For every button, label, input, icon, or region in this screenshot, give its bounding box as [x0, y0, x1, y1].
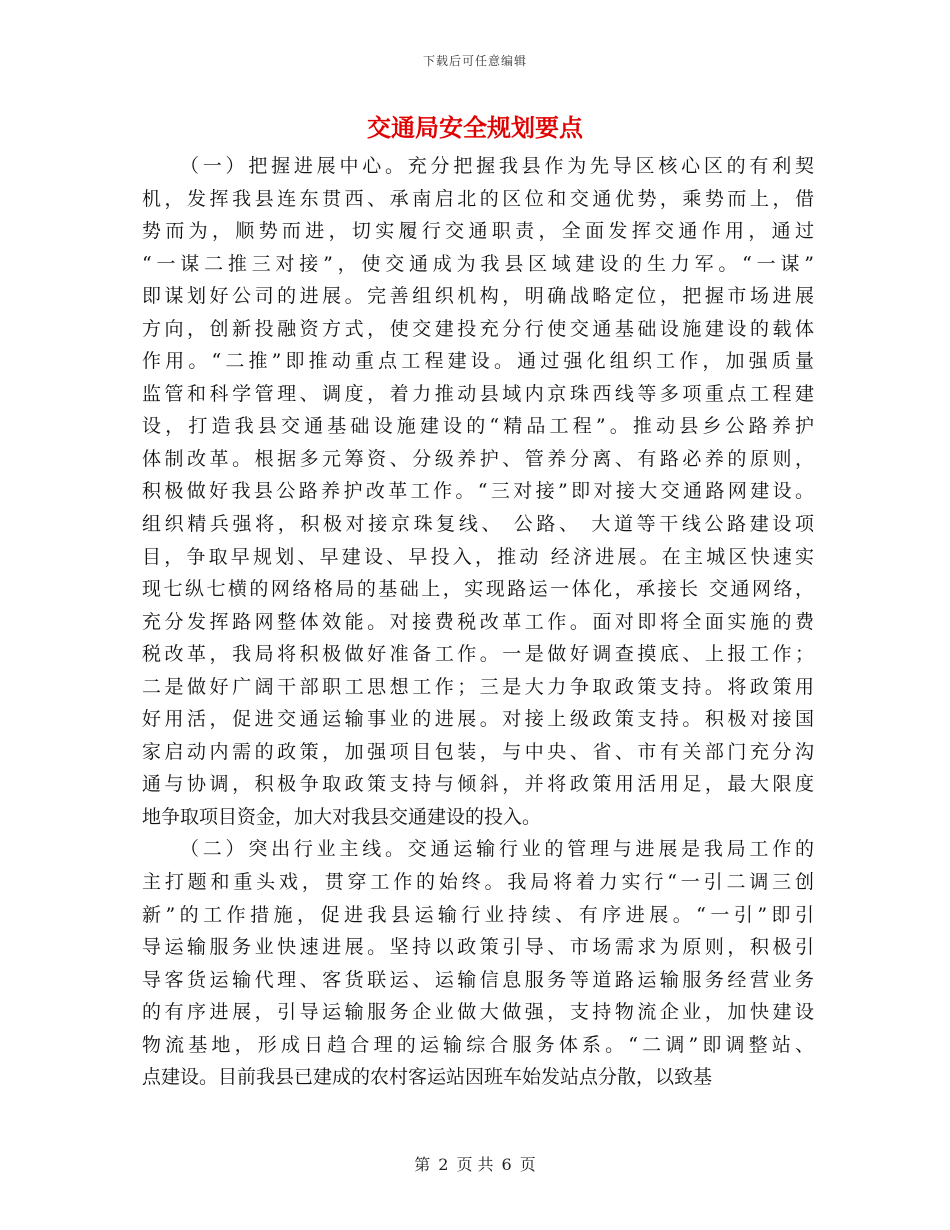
- header-note: 下载后可任意编辑: [422, 54, 527, 68]
- paragraph-line: 地争取项目资金，加大对我县交通建设的投入。: [142, 805, 542, 828]
- document-body: [142, 150, 814, 1094]
- paragraph-line: 税改革，我局将积极做好准备工作。一是做好调查摸底、上报工作；: [142, 643, 814, 666]
- paragraph-line: 主打题和重头戏，贯穿工作的始终。我局将着力实行“一引二调三创: [142, 871, 814, 894]
- paragraph-line: 作用。“二推”即推动重点工程建设。通过强化组织工作，加强质量: [142, 350, 814, 373]
- paragraph-line: 目，争取早规划、早建设、早投入，推动 经济进展。在主城区快速实: [142, 545, 814, 568]
- paragraph-line: 导客货运输代理、客货联运、运输信息服务等道路运输服务经营业务: [142, 968, 814, 991]
- paragraph-line: 导运输服务业快速进展。坚持以政策引导、市场需求为原则，积极引: [142, 936, 814, 959]
- footer-suffix: 页: [519, 1155, 536, 1174]
- paragraph-line: 积极做好我县公路养护改革工作。“三对接”即对接大交通路网建设。: [142, 480, 814, 503]
- paragraph-line: 通与协调，积极争取政策支持与倾斜，并将政策用活用足，最大限度: [142, 773, 814, 796]
- paragraph-line: 物流基地，形成日趋合理的运输综合服务体系。“二调”即调整站、: [142, 1033, 814, 1056]
- paragraph-line: 好用活，促进交通运输事业的进展。对接上级政策支持。积极对接国: [142, 708, 814, 731]
- footer-middle: 页 共: [456, 1155, 494, 1174]
- paragraph-line: 点建设。目前我县已建成的农村客运站因班车始发站点分散，以致基: [142, 1066, 713, 1089]
- paragraph-first-line: （一）把握进展中心。充分把握我县作为先导区核心区的有利契: [180, 155, 814, 177]
- paragraph-first-line: （二）突出行业主线。交通运输行业的管理与进展是我局工作的: [180, 838, 814, 861]
- paragraph-line: “一谋二推三对接”，使交通成为我县区域建设的生力军。“一谋”: [142, 252, 814, 275]
- paragraph-line: 新”的工作措施，促进我县运输行业持续、有序进展。“一引”即引: [142, 903, 814, 926]
- paragraph-line: 组织精兵强将，积极对接京珠复线、 公路、 大道等干线公路建设项: [142, 513, 814, 536]
- paragraph-line: 现七纵七横的网络格局的基础上，实现路运一体化，承接长 交通网络，: [142, 578, 814, 601]
- paragraph-line: 即谋划好公司的进展。完善组织机构，明确战略定位，把握市场进展: [142, 285, 814, 308]
- paragraph-line: 设，打造我县交通基础设施建设的“精品工程”。推动县乡公路养护: [142, 415, 814, 438]
- paragraph-line: 家启动内需的政策，加强项目包装，与中央、省、市有关部门充分沟: [142, 740, 814, 763]
- page-footer: [0, 1152, 950, 1175]
- document-title: 交通局安全规划要点: [367, 113, 583, 142]
- paragraph-line: 势而为，顺势而进，切实履行交通职责，全面发挥交通作用，通过: [142, 220, 814, 243]
- paragraph-line: 充分发挥路网整体效能。对接费税改革工作。面对即将全面实施的费: [142, 610, 814, 633]
- paragraph-line: 体制改革。根据多元筹资、分级养护、管养分离、有路必养的原则，: [142, 447, 814, 470]
- footer-page-number: 2: [438, 1155, 449, 1174]
- footer-prefix: 第: [414, 1155, 431, 1174]
- paragraph-line: 机，发挥我县连东贯西、承南启北的区位和交通优势，乘势而上，借: [142, 187, 814, 210]
- paragraph-line: 方向，创新投融资方式，使交建投充分行使交通基础设施建设的载体: [142, 317, 814, 340]
- paragraph-line: 监管和科学管理、调度，着力推动县域内京珠西线等多项重点工程建: [142, 382, 814, 405]
- paragraph-line: 二是做好广阔干部职工思想工作；三是大力争取政策支持。将政策用: [142, 675, 814, 698]
- paragraph-line: 的有序进展，引导运输服务企业做大做强，支持物流企业，加快建设: [142, 1001, 814, 1024]
- footer-page-total: 6: [501, 1155, 512, 1174]
